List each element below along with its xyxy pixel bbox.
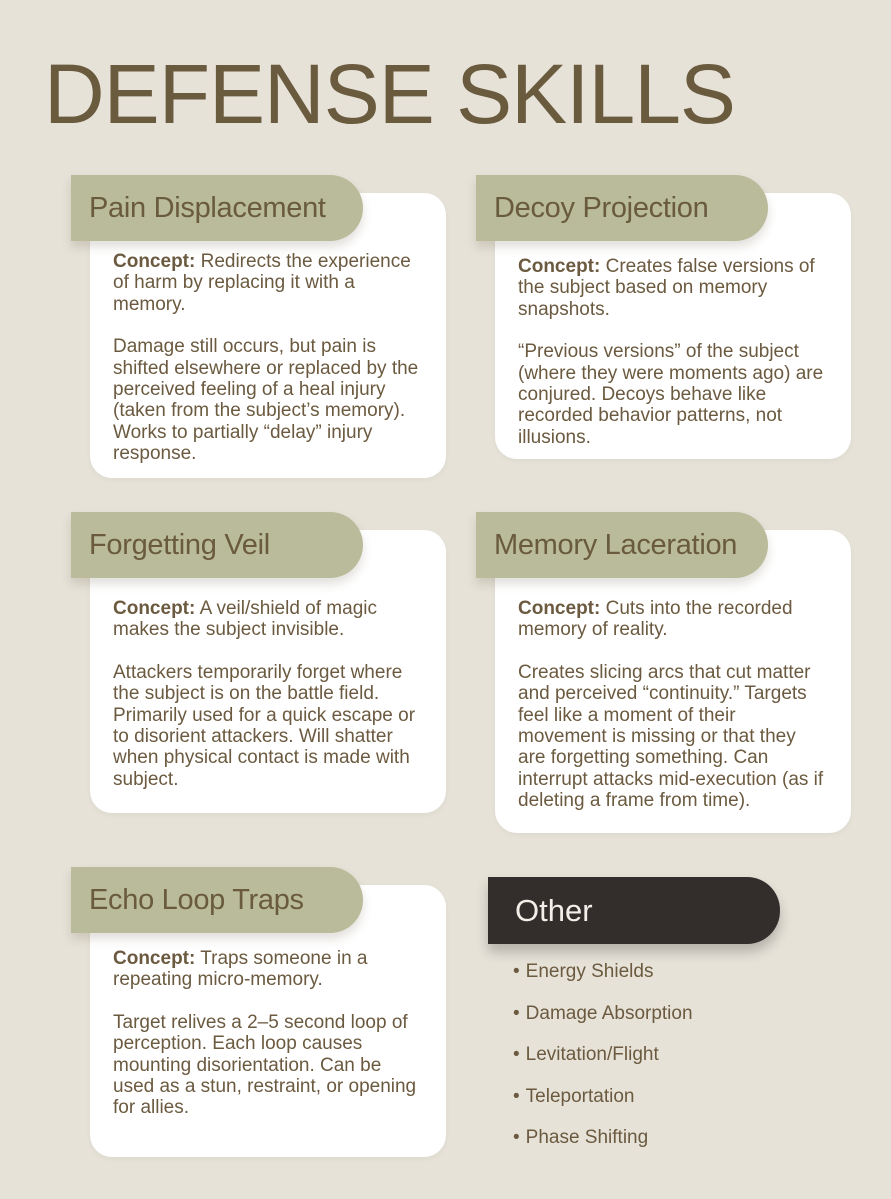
- list-item: [513, 1121, 693, 1163]
- description-text: “Previous versions” of the subject (where they were moments ago) are conjured. Decoys behave like recorded behavior patterns, not illusions.: [518, 341, 824, 448]
- concept-text: Traps someone in a repeating micro-memory.: [113, 948, 368, 991]
- description-text: Target relives a 2–5 second loop of perception. Each loop causes mounting disorientation. Can be used as a stun, restraint, or opening for allies.: [113, 1011, 417, 1119]
- concept-text: A veil/shield of magic makes the subject invisible.: [113, 598, 377, 641]
- bullet-icon: •: [513, 1127, 520, 1149]
- skill-title: Echo Loop Traps: [89, 883, 304, 916]
- skill-title: Forgetting Veil: [89, 528, 270, 561]
- list-item: [513, 997, 693, 1039]
- other-heading-tab: [488, 877, 780, 944]
- concept-label: Concept:: [113, 251, 196, 272]
- list-item-label: Phase Shifting: [525, 1127, 649, 1149]
- skill-tab-pain-displacement: [71, 175, 363, 241]
- concept-paragraph: [113, 598, 423, 641]
- bullet-icon: •: [513, 1085, 520, 1107]
- bullet-icon: •: [513, 1002, 520, 1024]
- skill-tab-memory-laceration: [476, 512, 768, 578]
- list-item-label: Teleportation: [525, 1085, 635, 1107]
- skill-body-pain-displacement: [113, 251, 423, 465]
- skill-body-memory-laceration: [518, 598, 828, 812]
- description-text: Attackers temporarily forget where the subject is on the battle field. Primarily used for a quick escape or to disorient attackers. Will shatter when physical contact is made with subject.: [113, 661, 416, 790]
- concept-paragraph: [518, 256, 828, 320]
- description-text: Creates slicing arcs that cut matter and perceived “continuity.” Targets feel like a moment of their movement is missing or that they are forgetting something. Can interrupt attacks mid-execution (as if deleting a frame from time).: [518, 661, 824, 812]
- bullet-icon: •: [513, 961, 520, 982]
- concept-text: Creates false versions of the subject based on memory snapshots.: [518, 256, 815, 320]
- skill-body-echo-loop-traps: [113, 948, 423, 1119]
- concept-label: Concept:: [113, 598, 196, 619]
- concept-paragraph: [518, 598, 828, 641]
- list-item-label: Energy Shields: [525, 961, 654, 982]
- other-list: [513, 955, 693, 1163]
- concept-text: Redirects the experience of harm by replacing it with a memory.: [113, 251, 411, 315]
- list-item: [513, 1080, 693, 1122]
- list-item-label: Damage Absorption: [525, 1002, 693, 1024]
- list-item: [513, 955, 693, 997]
- skill-body-decoy-projection: [518, 256, 828, 448]
- skill-tab-echo-loop-traps: [71, 867, 363, 933]
- list-item-label: Levitation/Flight: [525, 1044, 659, 1066]
- page-title: DEFENSE SKILLS: [44, 47, 735, 141]
- concept-label: Concept:: [518, 256, 601, 277]
- skill-body-forgetting-veil: [113, 598, 423, 790]
- concept-label: Concept:: [518, 598, 601, 619]
- concept-text: Cuts into the recorded memory of reality.: [518, 598, 793, 641]
- skill-title: Decoy Projection: [494, 191, 709, 224]
- list-item: [513, 1038, 693, 1080]
- other-heading: Other: [515, 892, 593, 928]
- skill-tab-decoy-projection: [476, 175, 768, 241]
- skill-title: Memory Laceration: [494, 528, 738, 561]
- description-text: Damage still occurs, but pain is shifted elsewhere or replaced by the perceived feeling of a heal injury (taken from the subject’s memory). Works to partially “delay” injury response.: [113, 336, 419, 465]
- concept-paragraph: [113, 251, 423, 315]
- skill-title: Pain Displacement: [89, 191, 326, 224]
- bullet-icon: •: [513, 1044, 520, 1066]
- concept-paragraph: [113, 948, 423, 991]
- skill-tab-forgetting-veil: [71, 512, 363, 578]
- concept-label: Concept:: [113, 948, 196, 969]
